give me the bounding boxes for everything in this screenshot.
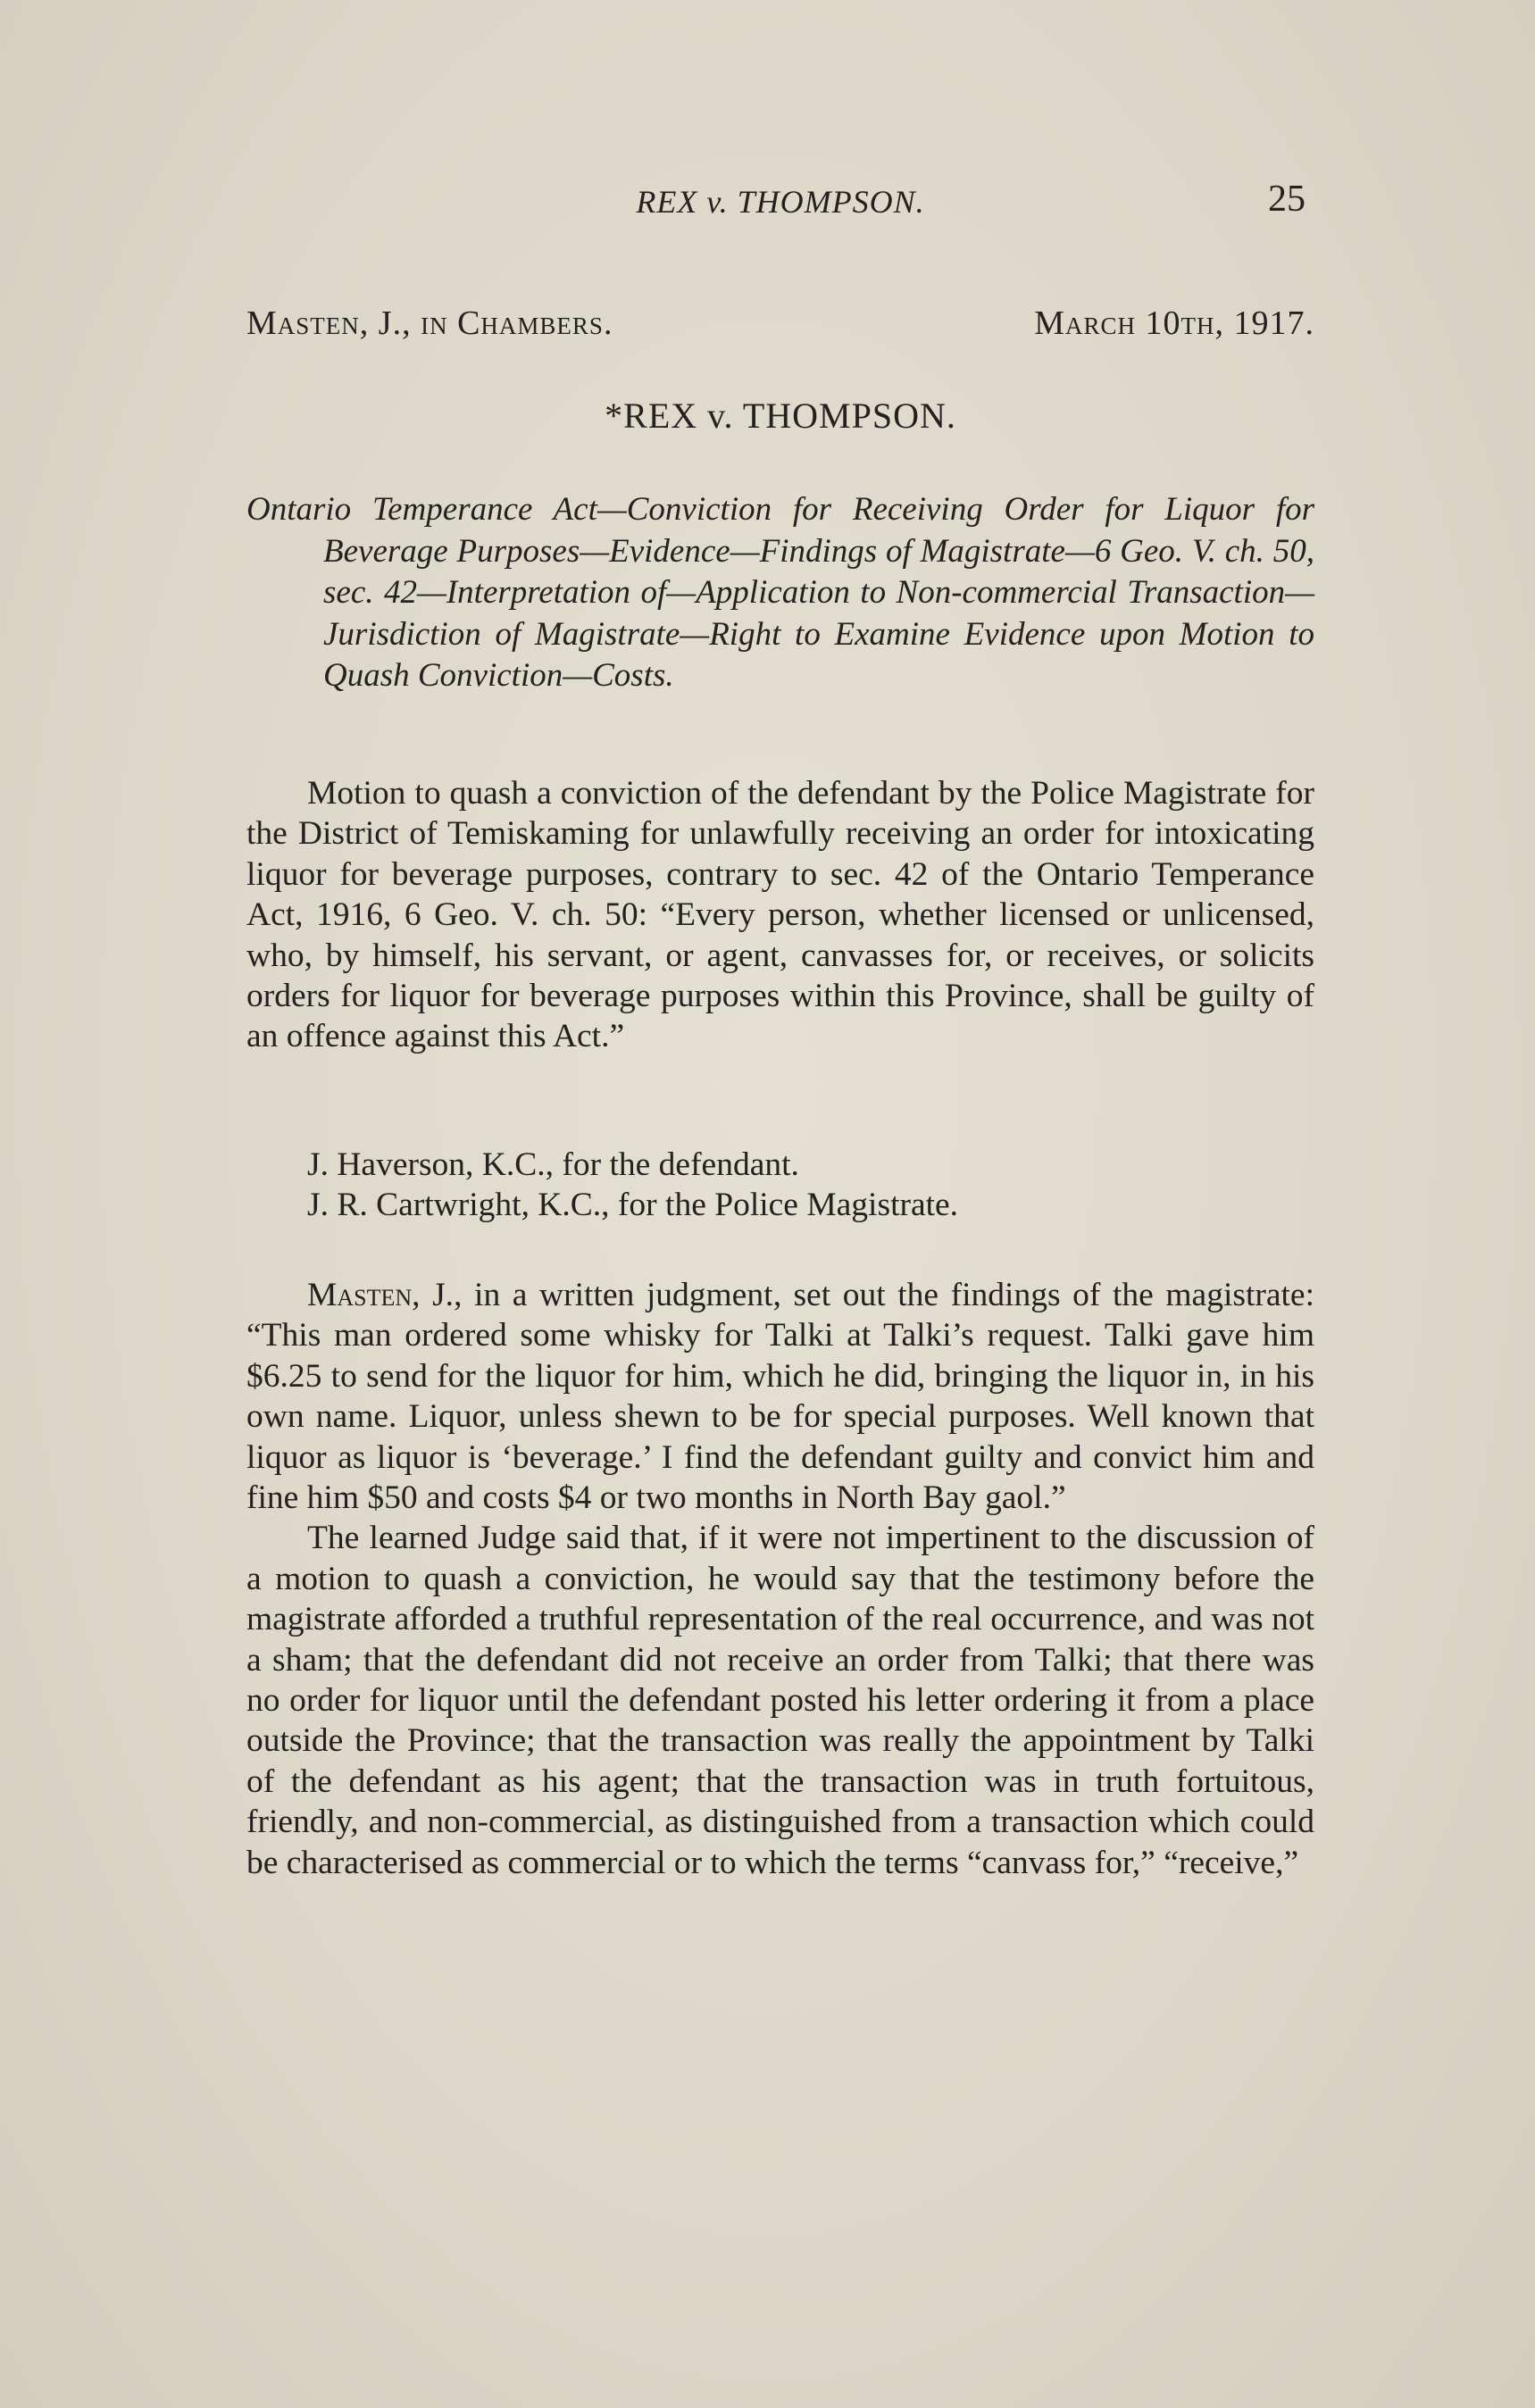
judgment-paragraph-1-text: , in a written judgment, set out the findings of the magistrate: “This man ordered some whisky for Talki at Talki’s request. Talki gave him $6.25 to send for the liquor for him, which he did, bringing the liquor in, in his own name. Liquor, unless shewn to be for special purposes. Well known that liquor as liquor is ‘beverage.’ I find the defendant guilty and convict him and fine him $50 and costs $4 or two months in North Bay gaol.”: [246, 1277, 1314, 1517]
judge-name: Masten, J.: [307, 1277, 455, 1313]
court-judge: Masten, J., in Chambers.: [246, 304, 613, 342]
motion-paragraph: Motion to quash a conviction of the defendant by the Police Magistrate for the District of Temiskaming for unlawfully receiving an order for intoxicating liquor for beverage purposes, contrary to sec. 42 of the Ontario Temperance Act, 1916, 6 Geo. V. ch. 50: “Every person, whether licensed or unlicensed, who, by himself, his servant, or agent, canvasses for, or receives, or solicits orders for liquor for beverage purposes within this Province, shall be guilty of an offence against this Act.”: [246, 775, 1314, 1055]
judgment-paragraph-1: [246, 1275, 1314, 1518]
judgment-paragraph-2: The learned Judge said that, if it were not impertinent to the discussion of a motion to quash a conviction, he would say that the testimony before the magistrate afforded a truthful representation of the real occurrence, and was not a sham; that the defendant did not receive an order from Talki; that there was no order for liquor until the defendant posted his letter ordering it from a place outside the Province; that the transaction was really the appointment by Talki of the defendant as his agent; that the transaction was in truth fortuitous, friendly, and non-commercial, as distinguished from a transaction which could be characterised as commercial or to which the terms “canvass for,” “receive,”: [246, 1520, 1314, 1881]
counsel-defendant: J. Haverson, K.C., for the defendant.: [307, 1146, 799, 1183]
page-number: 25: [1268, 179, 1306, 220]
running-title: REX v. THOMPSON.: [636, 184, 925, 220]
counsel-magistrate: J. R. Cartwright, K.C., for the Police Magistrate.: [307, 1187, 959, 1223]
headnote: Ontario Temperance Act—Conviction for Receiving Order for Liquor for Beverage Purposes—Evidence—Findings of Magistrate—6 Geo. V. ch. 50, sec. 42—Interpretation of—Application to Non-commercial Transaction—Jurisdiction of Magistrate—Right to Examine Evidence upon Motion to Quash Conviction—Costs.: [246, 491, 1314, 694]
counsel-list: [307, 1145, 1289, 1225]
motion-paragraph-block: [246, 773, 1314, 1057]
judgment-block: [246, 1275, 1314, 1883]
running-head: [246, 179, 1314, 237]
court-line: [246, 304, 1314, 343]
court-date: March 10th, 1917.: [1034, 304, 1314, 342]
case-title: *REX v. THOMPSON.: [605, 396, 956, 436]
